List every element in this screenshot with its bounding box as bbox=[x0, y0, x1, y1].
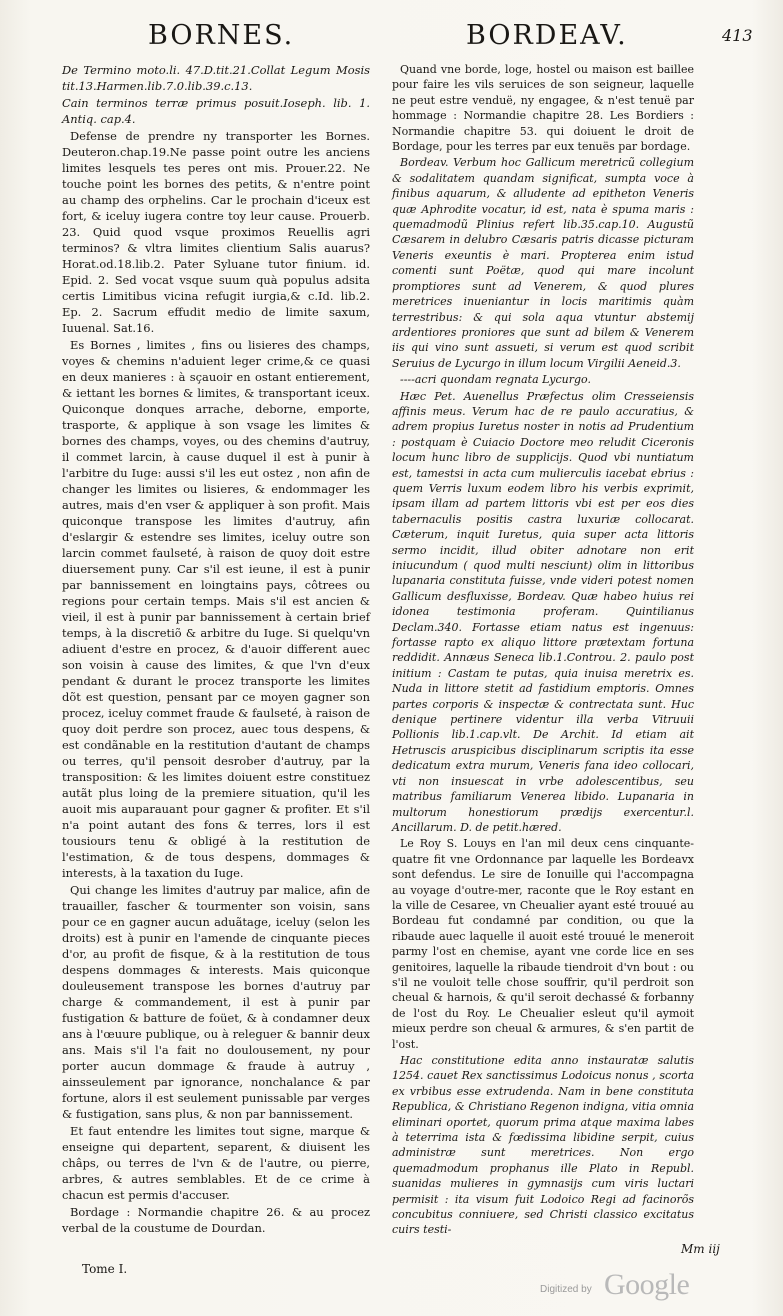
page-number: 413 bbox=[722, 26, 753, 45]
right-paragraph: Le Roy S. Louys en l'an mil deux cens cinquante-quatre fit vne Ordonnance par laquelle les Bordeavx sont defendus. Le sire de Ionuille qui l'accompagna au voyage d'outre-mer, raconte que le Roy estant en la ville de Cesaree, vn Cheualier ayant esté trouué au Bordeau fut condamné par condition, ou que la ribaude auec laquelle il auoit esté trouué le meneroit parmy l'ost en chemise, ayant vne corde lice en ses genitoires, laquelle la ribaude tiendroit d'vn bout : ou s'il ne vouloit telle chose souffrir, qu'il perdroit son cheual & harnois, & qu'il seroit dechassé & forbanny de l'ost du Roy. Le Cheualier esleut qu'il aymoit mieux perdre son cheual & armures, & s'en partit de l'ost. bbox=[392, 837, 698, 1051]
running-head bbox=[0, 14, 783, 56]
left-paragraph: Qui change les limites d'autruy par malice, afin de trauailler, fascher & tourmenter son voisin, sans pour ce en gagner aucun aduãtage, iceluy (selon les droits) est à punir en l'amende de cinquante pieces d'or, au profit de fisque, & à la restitution de tous despens dommages & interests. Mais quiconque douleusement transpose les bornes d'autruy par charge & commandement, il est à punir par fustigation & batture de foüet, & à condamner deux ans à l'œuure publique, ou à releguer & bannir deux ans. Mais s'il l'a fait no doulousement, ny pour porter aucun dommage & fraude à autruy , ainsseulement par ignorance, nonchalance & par fortune, alors il est seulement punissable par verges & fustigation, sans plus, & non par bannissement. bbox=[62, 883, 374, 1121]
left-column bbox=[62, 62, 374, 1237]
right-paragraph: Hæc Pet. Auenellus Præfectus olim Cresseiensis affinis meus. Verum hac de re paulo accuratius, & adrem propius Iuretus noster in notis ad Prudentium : postquam è Cuiacio Doctore meo reludit Ciceronis locum hunc libro de supplicijs. Quod vbi nuntiatum est, tamestsi in acta cum mulierculis iacebat ebrius : quem Verris luxum eodem libro his verbis exprimit, ipsam illam ad partem littoris vbi est per eos dies tabernaculis positis castra luxuriæ collocarat. Cæterum, inquit Iuretus, quia super acta littoris sermo incidit, illud obiter adnotare non erit iniucundum ( quod multi nesciunt) olim in littoribus lupanaria constituta fuisse, vnde videri potest nomen Gallicum desfluxisse, Bordeav. Quæ habeo huius rei idonea testimonia proferam. Quintilianus Declam.340. Fortasse etiam natus est ingenuus: fortasse rapto ex aliquo littore prætextam fortuna reddidit. Annæus Seneca lib.1.Controu. 2. paulo post initium : Castam te putas, quia inuisa meretrix es. Nuda in littore stetit ad fastidium emptoris. Omnes partes corporis & inspectæ & contrectata sunt. Huc denique pertinere videntur illa verba Vitruuii Pollionis lib.1.cap.vlt. De Archit. Id etiam ait Hetruscis aruspicibus disciplinarum scriptis ita esse dedicatum extra murum, Veneris fana ideo collocari, vti non insuescat in vrbe adolescentibus, seu matribus familiarum Venerea libido. Lupanaria in multorum honestiorum prædijs exercentur.l. Ancillarum. D. de petit.hæred. bbox=[392, 389, 698, 834]
right-paragraph: Quand vne borde, loge, hostel ou maison est baillee pour faire les vils seruices de son seigneur, laquelle ne peut estre venduë, ny engagee, & n'est tenuë par hommage : Normandie chapitre 28. Les Bordiers : Normandie chapitre 53. qui doiuent le droit de Bordage, pour les terres par eux tenuës par bordage. bbox=[392, 63, 698, 154]
google-logo: Google bbox=[604, 1268, 690, 1301]
left-paragraph: Bordage : Normandie chapitre 26. & au procez verbal de la coustume de Dourdan. bbox=[62, 1205, 374, 1235]
tome-label: Tome I. bbox=[82, 1262, 128, 1276]
left-paragraph: Cain terminos terræ primus posuit.Ioseph. lib. 1. Antiq. cap.4. bbox=[62, 96, 374, 126]
digitized-by-text: Digitized by bbox=[540, 1284, 592, 1295]
google-watermark bbox=[540, 1268, 740, 1304]
left-paragraph: Defense de prendre ny transporter les Bornes. Deuteron.chap.19.Ne passe point outre les anciens limites lesquels tes peres ont mis. Prouer.22. Ne touche point les bornes des petits, & n'entre point au champ des orphelins. Car le prochain d'iceux est fort, & iceluy iugera contre toy leur cause. Prouerb. 23. Quid quod vsque proximos Reuellis agri terminos? & vltra limites clientium Salis auarus? Horat.od.18.lib.2. Pater Syluane tutor finium. id. Epid. 2. Sed vocat vsque suum quà populus adsita certis Limitibus vicina refugit iurgia,& c.Id. lib.2. Ep. 2. Sacrum effudit medio de limite saxum, Iuuenal. Sat.16. bbox=[62, 129, 374, 335]
right-paragraph: Bordeav. Verbum hoc Gallicum meretricũ collegium & sodalitatem quandam significat, sumpta voce à finibus aquarum, & alludente ad epitheton Veneris quæ Aphrodite vocatur, id est, nata è spuma maris : quemadmodũ Plinius refert lib.35.cap.10. Augustũ Cæsarem in delubro Cæsaris patris dicasse picturam Veneris exeuntis è mari. Propterea enim istud comenti sunt Poëtæ, quod qui mare incolunt promptiores sunt ad Venerem, & quod plures meretrices inueniantur in locis maritimis quàm terrestribus: & qui sola aqua vtuntur abstemij ardentiores proniores que sunt ad bilem & Venerem iis qui vino sunt assueti, si verum est quod scribit Seruius de Lycurgo in illum locum Virgilii Aeneid.3. bbox=[392, 156, 698, 370]
running-title-left: BORNES. bbox=[148, 20, 295, 51]
running-title-right: BORDEAV. bbox=[466, 20, 628, 51]
left-paragraph: De Termino moto.li. 47.D.tit.21.Collat Legum Mosis tit.13.Harmen.lib.7.0.lib.39.c.13. bbox=[62, 63, 374, 93]
left-paragraph: Et faut entendre les limites tout signe, marque & enseigne qui departent, separent, & diuisent les châps, ou terres de l'vn & de l'autre, ou pierre, arbres, & autres semblables. Et de ce crime à chacun est permis d'accuser. bbox=[62, 1124, 374, 1202]
signature-mark: Mm iij bbox=[681, 1242, 720, 1256]
right-paragraph: ----acri quondam regnata Lycurgo. bbox=[400, 373, 591, 387]
right-column bbox=[392, 62, 698, 1239]
right-paragraph: Hac constitutione edita anno instauratæ salutis 1254. cauet Rex sanctissimus Lodoicus nonus , scorta ex vrbibus esse extrudenda. Nam in bene constituta Republica, & Christiano Regenon indigna, vitia omnia eliminari oportet, quorum prima atque maxima labes à teterrima ista & fœdissima libidine serpit, cuius administræ sunt meretrices. Non ergo quemadmodum prophanus ille Plato in Republ. suanidas mulieres in gymnasijs cum viris luctari permisit : ita visum fuit Lodoico Regi ad facinorõs concubitus conniuere, sed Christi classico excitatus cuirs testi- bbox=[392, 1054, 698, 1237]
left-paragraph: Es Bornes , limites , fins ou lisieres des champs, voyes & chemins n'aduient leger crime,& ce quasi en deux manieres : à sçauoir en ostant entierement, & iettant les bornes & limites, & transportant iceux. Quiconque donques arrache, deborne, emporte, trasporte, & applique à son vsage les limites & bornes des champs, voyes, ou des chemins d'autruy, il commet larcin, à cause duquel il est à punir à l'arbitre du Iuge: aussi s'il les eut ostez , non afin de changer les limites ou lisieres, & endommager les autres, mais d'en vser & appliquer à son profit. Mais quiconque transpose les limites d'autruy, afin d'eslargir & estendre ses limites, iceluy outre son larcin commet faulseté, à raison de quoy doit estre diuersement puny. Car s'il est ieune, il est à punir par bannissement en loingtains pays, côtrees ou regions pour certain temps. Mais s'il est ancien & vieil, il est à punir par bannissement à certain brief temps, à la discretiõ & arbitre du Iuge. Si quelqu'vn adiuent d'estre en procez, & d'auoir different auec son voisin à cause des limites, & que l'vn d'eux pendant & durant le procez transporte les limites dõt est question, pensant par ce moyen gagner son procez, iceluy commet fraude & faulseté, à raison de quoy doit perdre son procez, auec tous despens, & est condãnable en la restitution d'autant de champs ou terres, qu'il pensoit desrober d'autruy, par la transposition: & les limites doiuent estre constituez autãt plus loing de la premiere situation, qu'il les auoit mis auparauant pour gagner & profiter. Et s'il n'a point autant des fons & terres, lors il est tousiours tenu & obligé à la restitution de l'estimation, & de tous despens, dommages & interests, à la taxation du Iuge. bbox=[62, 338, 374, 880]
